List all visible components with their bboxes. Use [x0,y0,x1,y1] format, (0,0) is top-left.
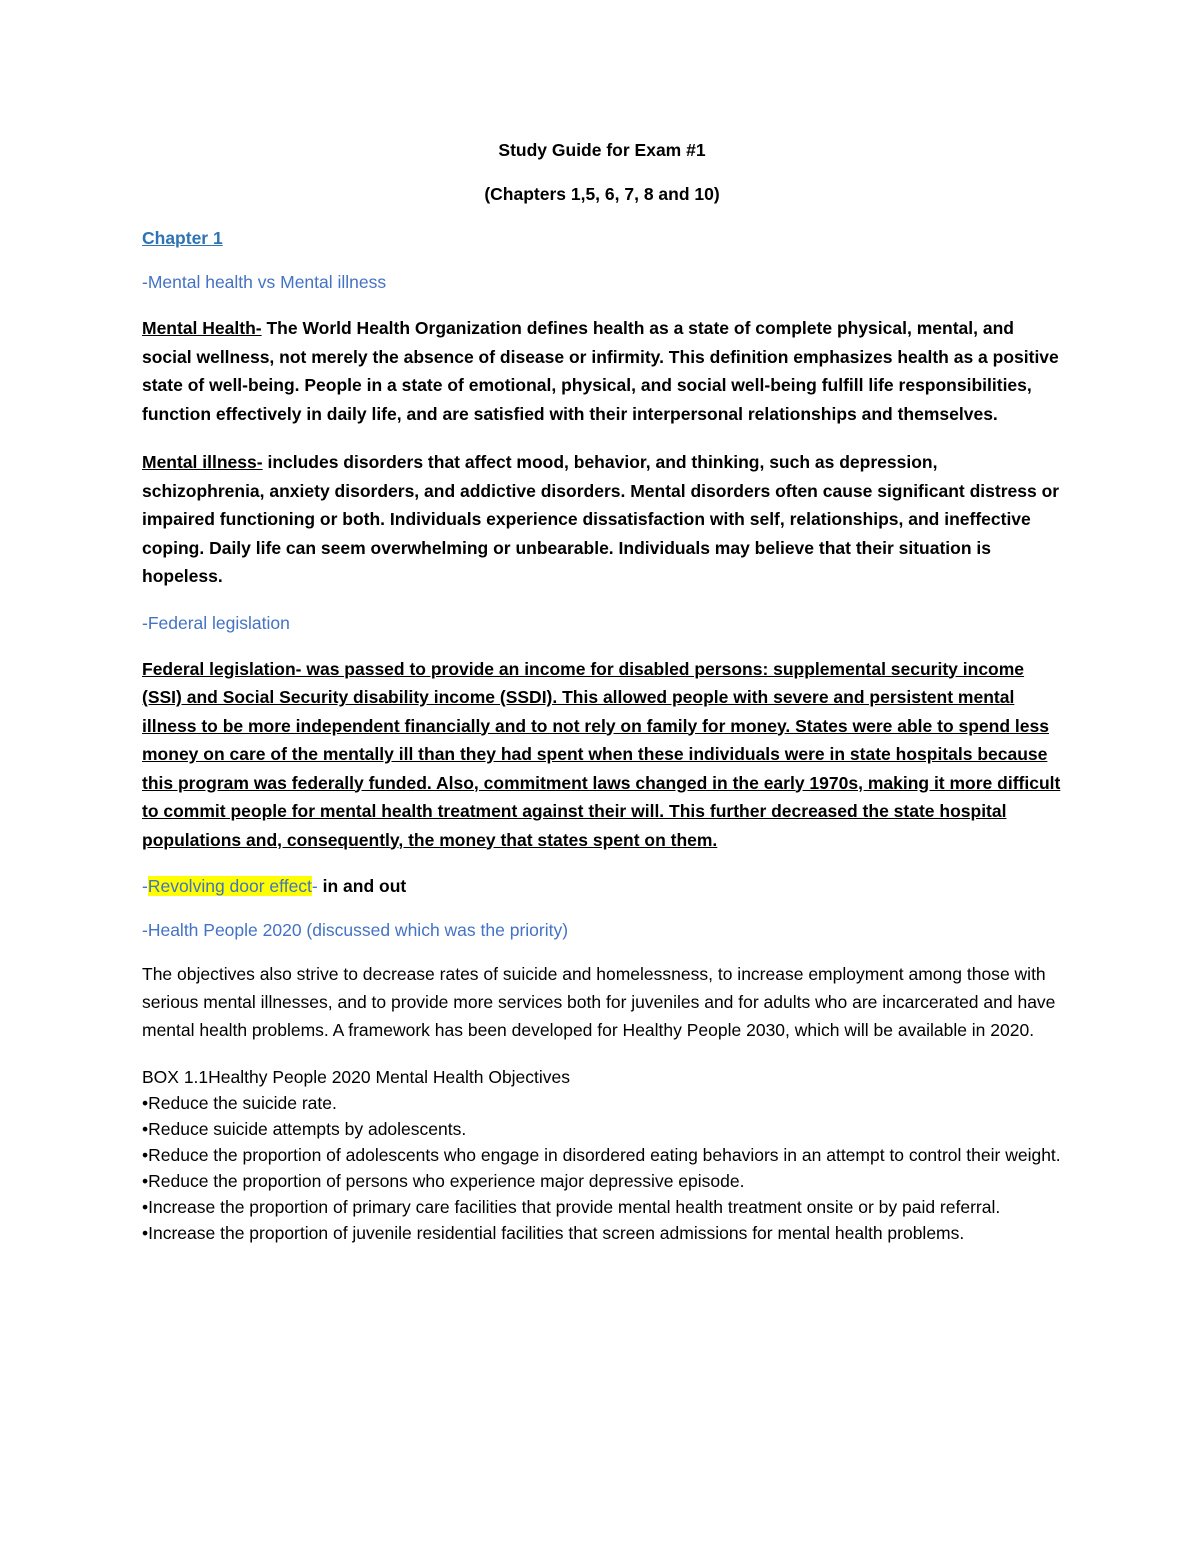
topic-healthy-people: -Health People 2020 (discussed which was the priority) [142,920,569,940]
topic-federal-legislation: -Federal legislation [142,612,290,633]
box-item: •Reduce the suicide rate. [142,1093,337,1113]
page-title: Study Guide for Exam #1 [498,140,706,160]
document-page [142,138,1062,1246]
mental-illness-label: Mental illness- [142,452,263,472]
revolving-dash: - [142,876,148,896]
topic-mental-health: -Mental health vs Mental illness [142,272,387,292]
mental-illness-text: includes disorders that affect mood, behavior, and thinking, such as depression, schizophrenia, anxiety disorders, and addictive disorders. Mental disorders often cause significant distress or impaired functioning or both. Individuals experience dissatisfaction with self, relationships, and ineffective coping. Daily life can seem overwhelming or unbearable. Individuals may believe that their situation is hopeless. [142,452,1060,586]
federal-legislation-paragraph: Federal legislation- was passed to provide an income for disabled persons: supplemental security income (SSI) and Social Security disability income (SSDI). This allowed people with severe and persistent mental illness to be more independent financially and to not rely on family for money. States were able to spend less money on care of the mentally ill than they had spent when these individuals were in state hospitals because this program was federally funded. Also, commitment laws changed in the early 1970s, making it more difficult to commit people for mental health treatment against their will. This further decreased the state hospital populations and, consequently, the money that states spent on them. [142,658,1061,850]
box-item: •Increase the proportion of juvenile residential facilities that screen admissions for mental health problems. [142,1223,965,1243]
revolving-door-highlight: Revolving door effect [147,876,312,896]
page-subtitle: (Chapters 1,5, 6, 7, 8 and 10) [484,184,720,204]
mental-health-text: The World Health Organization defines health as a state of complete physical, mental, and social wellness, not merely the absence of disease or infirmity. This definition emphasizes health as a positive state of well-being. People in a state of emotional, physical, and social well-being fulfill life responsibilities, function effectively in daily life, and are satisfied with their interpersonal relationships and themselves. [142,318,1059,424]
mental-illness-paragraph [142,448,1062,591]
revolving-door-line [142,874,1062,898]
box-item: •Reduce the proportion of adolescents who engage in disordered eating behaviors in an attempt to control their weight. [142,1145,1061,1165]
mental-health-label: Mental Health- [142,318,262,338]
chapter-heading: Chapter 1 [142,228,223,248]
box-item: •Increase the proportion of primary care facilities that provide mental health treatment onsite or by paid referral. [142,1197,1001,1217]
box-item: •Reduce the proportion of persons who experience major depressive episode. [142,1171,745,1191]
box-item: •Reduce suicide attempts by adolescents. [142,1119,467,1139]
objectives-paragraph: The objectives also strive to decrease rates of suicide and homelessness, to increase employment among those with serious mental illnesses, and to provide more services both for juveniles and for adults who are incarcerated and have mental health problems. A framework has been developed for Healthy People 2030, which will be available in 2020. [142,964,1056,1040]
mental-health-paragraph [142,314,1062,428]
revolving-dash-2: - [311,876,318,896]
box-heading: BOX 1.1Healthy People 2020 Mental Health Objectives [142,1067,571,1087]
box-objectives [142,1064,1062,1246]
revolving-door-text: in and out [317,876,407,896]
